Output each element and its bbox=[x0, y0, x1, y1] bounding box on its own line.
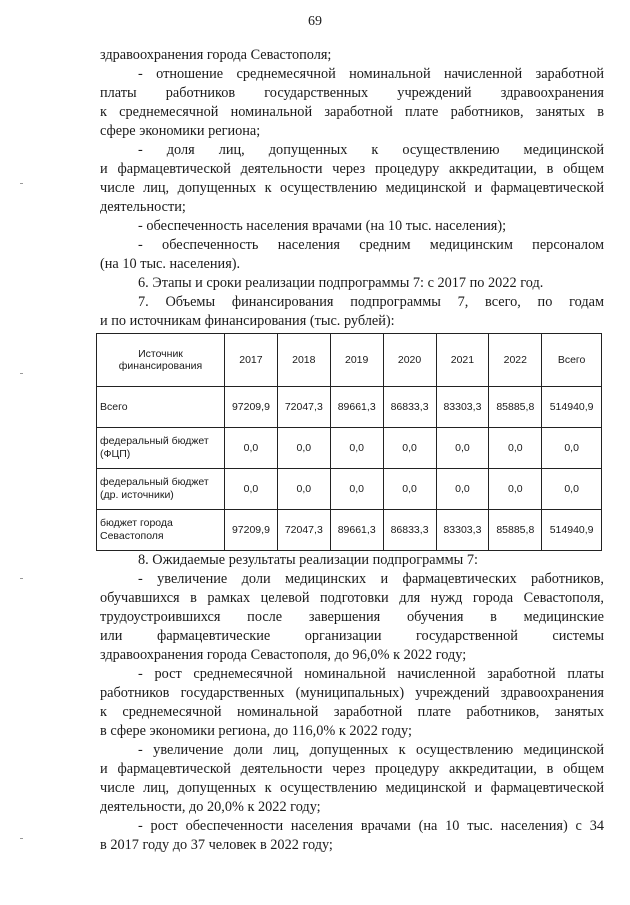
financing-table bbox=[96, 333, 602, 551]
header-source-line: Источник bbox=[138, 348, 183, 360]
text-line: деятельности, до 20,0% к 2022 году; bbox=[100, 799, 321, 815]
table-cell: 72047,3 bbox=[277, 387, 330, 428]
page-number: 69 bbox=[308, 14, 322, 29]
top-text bbox=[100, 46, 604, 331]
table-cell: 72047,3 bbox=[277, 510, 330, 551]
table-cell: 86833,3 bbox=[383, 510, 436, 551]
table-header-year: 2021 bbox=[436, 334, 489, 387]
text-line: (на 10 тыс. населения). bbox=[100, 256, 241, 272]
text-line: 7. Объемы финансирования подпрограммы 7, всего, по годам bbox=[138, 294, 604, 310]
table-cell: 0,0 bbox=[436, 469, 489, 510]
row-label-line: бюджет города bbox=[100, 517, 173, 529]
table-row bbox=[97, 469, 602, 510]
text-line: - доля лиц, допущенных к осуществлению медицинской bbox=[138, 142, 604, 158]
table-cell: 514940,9 bbox=[542, 387, 602, 428]
table-cell: 97209,9 bbox=[225, 510, 278, 551]
row-label-line: Всего bbox=[100, 400, 128, 413]
text-line: - увеличение доли лиц, допущенных к осуществлению медицинской bbox=[138, 742, 604, 758]
row-label bbox=[97, 469, 225, 510]
table-cell: 0,0 bbox=[225, 469, 278, 510]
row-label bbox=[97, 387, 225, 428]
table-cell: 85885,8 bbox=[489, 387, 542, 428]
table-cell: 0,0 bbox=[277, 428, 330, 469]
table-cell: 514940,9 bbox=[542, 510, 602, 551]
table-cell: 0,0 bbox=[489, 428, 542, 469]
table-row bbox=[97, 428, 602, 469]
row-label-line: Севастополя bbox=[100, 530, 164, 542]
table-cell: 83303,3 bbox=[436, 510, 489, 551]
row-label-line: федеральный бюджет bbox=[100, 476, 209, 488]
text-line: и по источникам финансирования (тыс. рублей): bbox=[100, 313, 395, 329]
table-cell: 0,0 bbox=[542, 469, 602, 510]
scan-mark bbox=[20, 838, 23, 839]
text-line: здравоохранения города Севастополя, до 96,0% к 2022 году; bbox=[100, 647, 467, 663]
table-cell: 86833,3 bbox=[383, 387, 436, 428]
text-line: трудоустроившихся после завершения обучения в медицинские bbox=[100, 609, 604, 625]
text-line: здравоохранения города Севастополя; bbox=[100, 47, 332, 63]
text-line: 8. Ожидаемые результаты реализации подпрограммы 7: bbox=[138, 552, 478, 568]
bottom-text bbox=[100, 551, 604, 855]
row-label-line: федеральный бюджет bbox=[100, 435, 209, 447]
table-header-year: 2019 bbox=[330, 334, 383, 387]
row-label bbox=[97, 428, 225, 469]
table-cell: 89661,3 bbox=[330, 510, 383, 551]
text-line: - обеспеченность населения врачами (на 10 тыс. населения); bbox=[138, 218, 507, 234]
row-label bbox=[97, 510, 225, 551]
text-line: обучавшихся в рамках целевой подготовки для нужд города Севастополя, bbox=[100, 590, 604, 606]
text-line: - рост обеспеченности населения врачами (на 10 тыс. населения) с 34 bbox=[138, 818, 604, 834]
table-cell: 97209,9 bbox=[225, 387, 278, 428]
table-cell: 0,0 bbox=[330, 469, 383, 510]
table-cell: 0,0 bbox=[225, 428, 278, 469]
table-header-row bbox=[97, 334, 602, 387]
table-cell: 0,0 bbox=[330, 428, 383, 469]
table-cell: 0,0 bbox=[383, 428, 436, 469]
table-cell: 85885,8 bbox=[489, 510, 542, 551]
table-row bbox=[97, 510, 602, 551]
table-row bbox=[97, 387, 602, 428]
text-line: или фармацевтические организации государственной системы bbox=[100, 628, 604, 644]
text-line: в сфере экономики региона, до 116,0% к 2022 году; bbox=[100, 723, 412, 739]
table-cell: 0,0 bbox=[277, 469, 330, 510]
row-label-line: (др. источники) bbox=[100, 489, 174, 501]
row-label-line: (ФЦП) bbox=[100, 448, 131, 460]
table-cell: 89661,3 bbox=[330, 387, 383, 428]
text-line: платы работников государственных учреждений здравоохранения bbox=[100, 85, 604, 101]
table-header-year: 2022 bbox=[489, 334, 542, 387]
table-header-year: 2020 bbox=[383, 334, 436, 387]
text-line: и фармацевтической деятельности через процедуру аккредитации, в общем bbox=[100, 161, 604, 177]
text-line: сфере экономики региона; bbox=[100, 123, 261, 139]
text-line: деятельности; bbox=[100, 199, 186, 215]
text-line: и фармацевтической деятельности через процедуру аккредитации, в общем bbox=[100, 761, 604, 777]
text-line: - отношение среднемесячной номинальной начисленной заработной bbox=[138, 66, 604, 82]
table-cell: 0,0 bbox=[436, 428, 489, 469]
table-header-year: 2018 bbox=[277, 334, 330, 387]
text-line: к среднемесячной номинальной заработной плате работников, занятых bbox=[100, 704, 604, 720]
table-cell: 0,0 bbox=[489, 469, 542, 510]
header-source-line: финансирования bbox=[118, 360, 203, 372]
table-cell: 0,0 bbox=[383, 469, 436, 510]
text-line: числе лиц, допущенных к осуществлению медицинской и фармацевтической bbox=[100, 780, 604, 796]
text-line: - рост среднемесячной номинальной начисленной заработной платы bbox=[138, 666, 604, 682]
table-cell: 0,0 bbox=[542, 428, 602, 469]
text-line: работников государственных (муниципальных) учреждений здравоохранения bbox=[100, 685, 604, 701]
table-cell: 83303,3 bbox=[436, 387, 489, 428]
text-line: к среднемесячной номинальной заработной плате работников, занятых в bbox=[100, 104, 604, 120]
text-line: - увеличение доли медицинских и фармацевтических работников, bbox=[138, 571, 604, 587]
table-header-source bbox=[97, 334, 225, 387]
text-line: - обеспеченность населения средним медицинским персоналом bbox=[138, 237, 604, 253]
scan-mark bbox=[20, 578, 23, 579]
text-line: числе лиц, допущенных к осуществлению медицинской и фармацевтической bbox=[100, 180, 604, 196]
text-line: 6. Этапы и сроки реализации подпрограммы 7: с 2017 по 2022 год. bbox=[138, 275, 544, 291]
table-header-year: 2017 bbox=[225, 334, 278, 387]
scan-mark bbox=[20, 183, 23, 184]
table-header-total: Всего bbox=[542, 334, 602, 387]
scan-mark bbox=[20, 373, 23, 374]
text-line: в 2017 году до 37 человек в 2022 году; bbox=[100, 837, 333, 853]
